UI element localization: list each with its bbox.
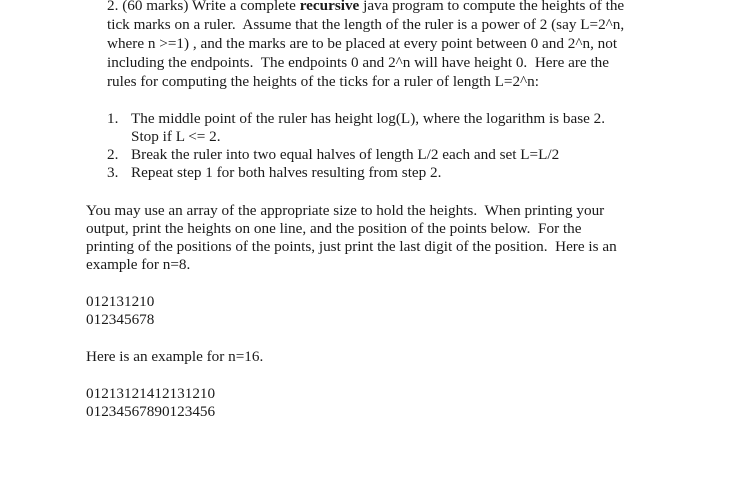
instructions-line-3: printing of the positions of the points, just print the last digit of the position. Here is an xyxy=(86,238,617,255)
intro-line-3: where n >=1) , and the marks are to be placed at every point between 0 and 2^n, not xyxy=(107,35,618,52)
intro-line-2: tick marks on a ruler. Assume that the length of the ruler is a power of 2 (say L=2^n, xyxy=(107,16,625,33)
bold-recursive: recursive xyxy=(299,0,360,14)
example16-positions: 01234567890123456 xyxy=(86,403,216,420)
rule-1-line-2: Stop if L <= 2. xyxy=(131,128,221,145)
example8-positions: 012345678 xyxy=(86,311,155,328)
instructions-line-2: output, print the heights on one line, and the position of the points below. For the xyxy=(86,220,582,237)
rule-3-number: 3. xyxy=(107,164,119,181)
instructions-line-4: example for n=8. xyxy=(86,256,191,273)
example16-heights: 01213121412131210 xyxy=(86,385,216,402)
intro-line-1: 2. (60 marks) Write a complete recursive java program to compute the heights of the xyxy=(107,0,624,16)
rule-3-line-1: Repeat step 1 for both halves resulting from step 2. xyxy=(131,164,442,181)
instructions-line-1: You may use an array of the appropriate size to hold the heights. When printing your xyxy=(86,202,605,219)
rule-1-number: 1. xyxy=(107,110,119,127)
example8-heights: 012131210 xyxy=(86,293,155,310)
rule-2-line-1: Break the ruler into two equal halves of length L/2 each and set L=L/2 xyxy=(131,146,560,163)
rule-2-number: 2. xyxy=(107,146,119,163)
example16-label: Here is an example for n=16. xyxy=(86,348,264,365)
rule-1-line-1: The middle point of the ruler has height log(L), where the logarithm is base 2. xyxy=(131,110,606,127)
intro-line-4: including the endpoints. The endpoints 0 and 2^n will have height 0. Here are the xyxy=(107,54,610,71)
intro-line-5: rules for computing the heights of the ticks for a ruler of length L=2^n: xyxy=(107,73,539,90)
